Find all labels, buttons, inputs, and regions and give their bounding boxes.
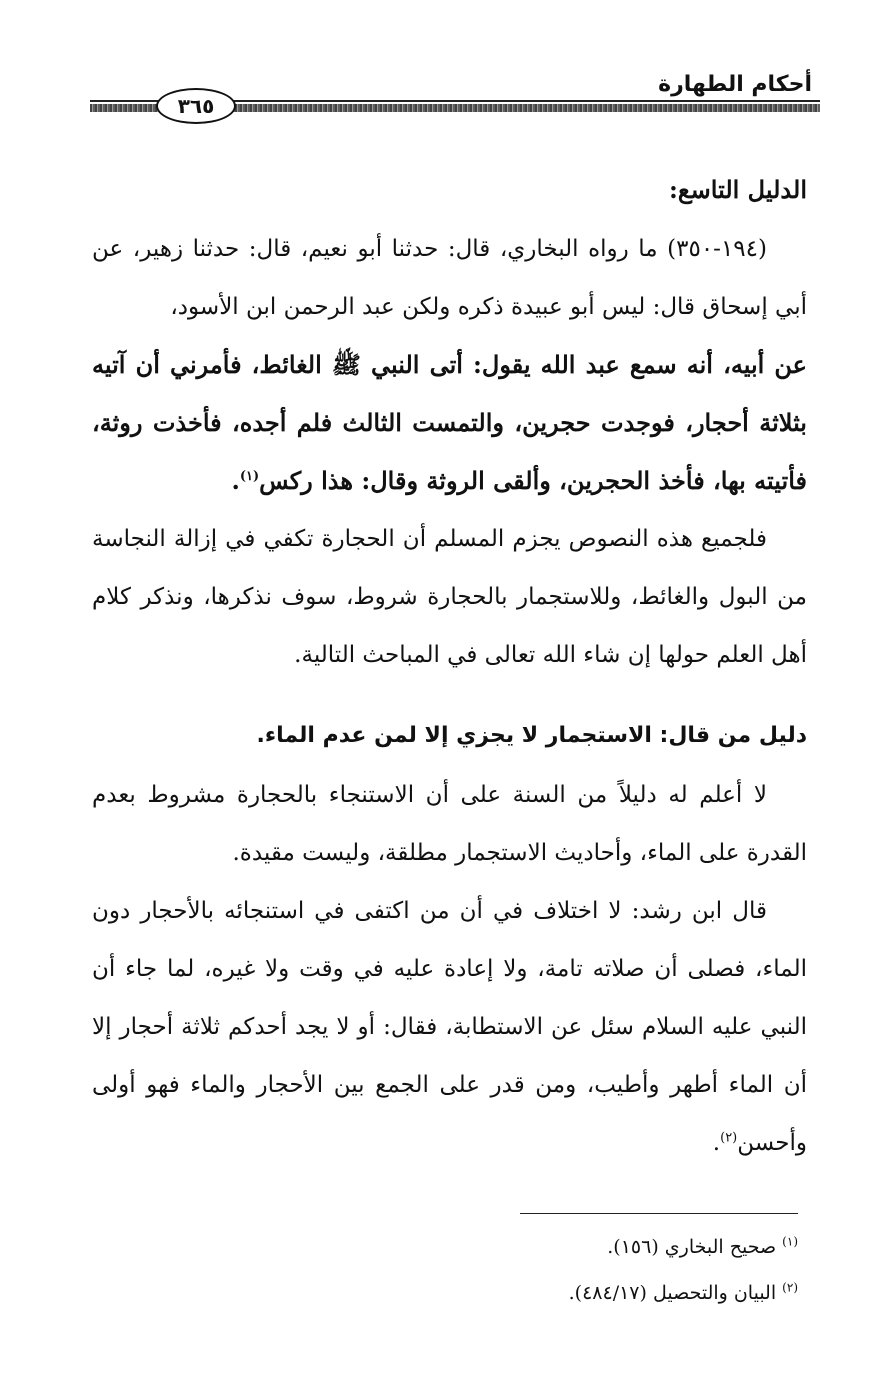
footnote-ref-1[interactable]: (١) [239, 469, 260, 484]
section-heading: دليل من قال: الاستجمار لا يجزي إلا لمن عدم الماء. [256, 723, 807, 748]
footnote-marker: (٢) [782, 1280, 798, 1295]
conclusion-paragraph: فلجميع هذه النصوص يجزم المسلم أن الحجارة تكفي في إزالة النجاسة من البول والغائط، وللاستجمار بالحجارة شروط، سوف نذكرها، ونذكر كلام أهل العلم حولها إن شاء الله تعالى في المباحث التالية. [92, 526, 807, 668]
running-title: أحكام الطهارة [658, 72, 812, 97]
footnotes [380, 1224, 798, 1316]
section-paragraph-2 [92, 882, 807, 1172]
footnote-marker: (١) [782, 1234, 798, 1249]
footnote-item [380, 1224, 798, 1270]
hadith-text-paragraph [92, 336, 807, 510]
footnote-separator [520, 1213, 798, 1214]
page-header [90, 66, 820, 126]
footnote-ref-2[interactable]: (٢) [720, 1130, 738, 1146]
hadith-intro: (١٩٤-٣٥٠) ما رواه البخاري، قال: حدثنا أبو نعيم، قال: حدثنا زهير، عن أبي إسحاق قال: ليس أبو عبيدة ذكره ولكن عبد الرحمن ابن الأسود، [92, 236, 807, 320]
evidence-heading: الدليل التاسع: [669, 175, 807, 204]
page-body [92, 160, 807, 1172]
section-paragraph-2-text: قال ابن رشد: لا اختلاف في أن من اكتفى في استنجائه بالأحجار دون الماء، فصلى أن صلاته تامة، ولا إعادة عليه في وقت ولا غيره، لما جاء أن النبي عليه السلام سئل عن الاستطابة، فقال: أو لا يجد أحدكم ثلاثة أحجار إلا أن الماء أطهر وأطيب، ومن قدر على الجمع بين الأحجار والماء فهو أولى وأحسن [92, 898, 807, 1156]
footnote-item [380, 1270, 798, 1316]
section-paragraph-2-end: . [712, 1130, 721, 1156]
hadith-text: عن أبيه، أنه سمع عبد الله يقول: أتى النبي ﷺ الغائط، فأمرني أن آتيه بثلاثة أحجار، فوجدت حجرين، والتمست الثالث فلم أجده، فأخذت روثة، فأتيته بها، فأخذ الحجرين، وألقى الروثة وقال: هذا ركس [92, 350, 807, 495]
footnote-text: صحيح البخاري (١٥٦). [607, 1236, 777, 1258]
hadith-end: . [231, 466, 240, 495]
page-number: ٣٦٥ [156, 88, 236, 124]
section-paragraph-1: لا أعلم له دليلاً من السنة على أن الاستنجاء بالحجارة مشروط بعدم القدرة على الماء، وأحاديث الاستجمار مطلقة، وليست مقيدة. [92, 782, 807, 866]
footnote-text: البيان والتحصيل (٤٨٤/١٧). [568, 1282, 777, 1304]
